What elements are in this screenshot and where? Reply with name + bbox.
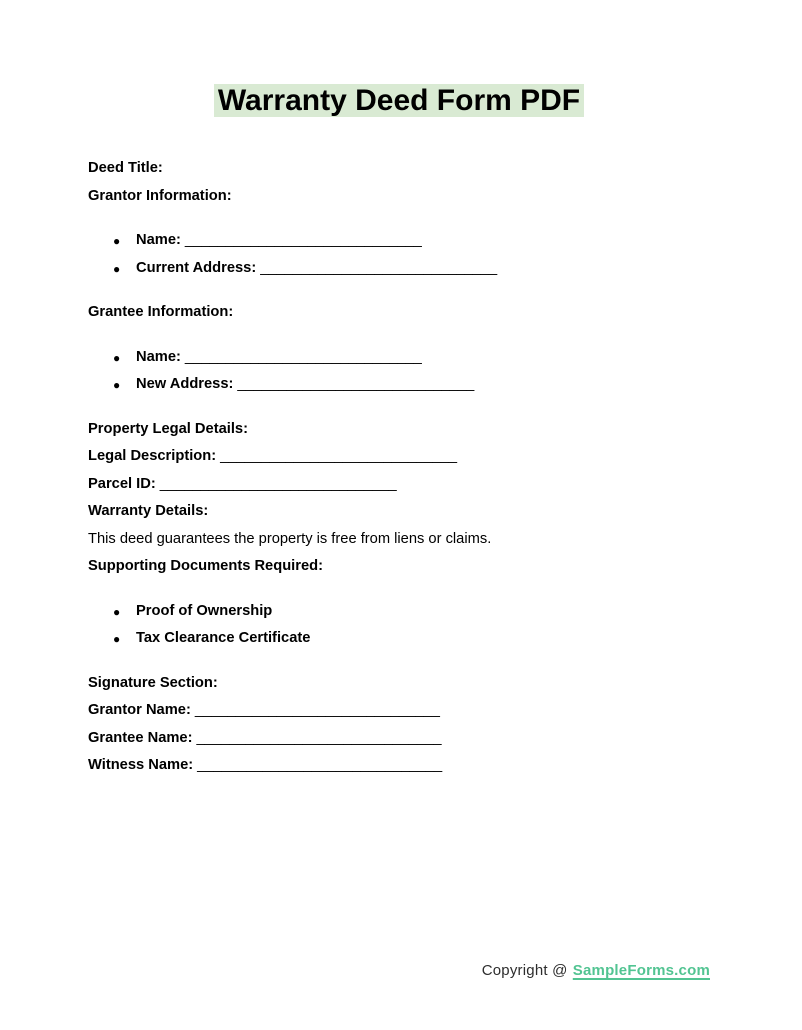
field-line bbox=[88, 701, 710, 720]
field-label: New Address: bbox=[136, 376, 234, 392]
copyright-text: Copyright @ bbox=[481, 962, 568, 979]
fill-in-blank: ______________________________ bbox=[194, 702, 440, 718]
signature-section-heading: Signature Section: bbox=[88, 674, 218, 691]
field-label: Grantor Name: bbox=[88, 702, 191, 718]
fill-in-blank: _____________________________ bbox=[184, 348, 422, 365]
fill-in-blank: _____________________________ bbox=[237, 376, 475, 392]
supporting-items-list bbox=[88, 602, 710, 648]
warranty-body-text: This deed guarantees the property is free from liens or claims. bbox=[88, 530, 492, 547]
grantee-items-list bbox=[88, 348, 710, 394]
grantor-section-heading: Grantor Information: bbox=[88, 187, 232, 204]
field-label: Parcel ID: bbox=[88, 475, 156, 492]
list-item bbox=[136, 348, 710, 367]
list-item bbox=[136, 375, 710, 394]
list-item: ● Proof of Ownership bbox=[136, 602, 710, 621]
page-title-highlight: Warranty Deed Form PDF bbox=[214, 84, 584, 117]
deed-title-label: Deed Title: bbox=[88, 160, 163, 176]
grantor-items-list bbox=[88, 231, 710, 277]
field-line bbox=[88, 729, 710, 748]
page-title bbox=[88, 80, 710, 122]
warranty-section-heading: Warranty Details: bbox=[88, 503, 209, 519]
list-item bbox=[136, 231, 710, 250]
field-label: Current Address: bbox=[136, 259, 257, 276]
footer-copyright bbox=[482, 959, 710, 983]
document-content bbox=[0, 80, 802, 775]
field-line bbox=[88, 447, 710, 466]
field-label: Legal Description: bbox=[88, 448, 217, 464]
field-line bbox=[88, 756, 710, 775]
field-label: Name: bbox=[136, 232, 181, 248]
field-label: Grantee Name: bbox=[88, 729, 193, 746]
field-line bbox=[88, 475, 710, 494]
supporting-section-heading: Supporting Documents Required: bbox=[88, 558, 323, 574]
list-item bbox=[136, 259, 710, 278]
fill-in-blank: _____________________________ bbox=[184, 232, 422, 248]
property-section-heading: Property Legal Details: bbox=[88, 420, 248, 437]
fill-in-blank: _____________________________ bbox=[159, 475, 397, 492]
list-item: ● Tax Clearance Certificate bbox=[136, 629, 710, 648]
grantee-section-heading: Grantee Information: bbox=[88, 304, 234, 320]
fill-in-blank: ______________________________ bbox=[197, 757, 443, 773]
field-label: Name: bbox=[136, 348, 181, 365]
fill-in-blank: ______________________________ bbox=[196, 729, 442, 746]
fill-in-blank: _____________________________ bbox=[220, 448, 458, 464]
fill-in-blank: _____________________________ bbox=[260, 259, 498, 276]
sampleforms-link[interactable]: SampleForms.com bbox=[572, 962, 710, 979]
field-label: Witness Name: bbox=[88, 757, 194, 773]
